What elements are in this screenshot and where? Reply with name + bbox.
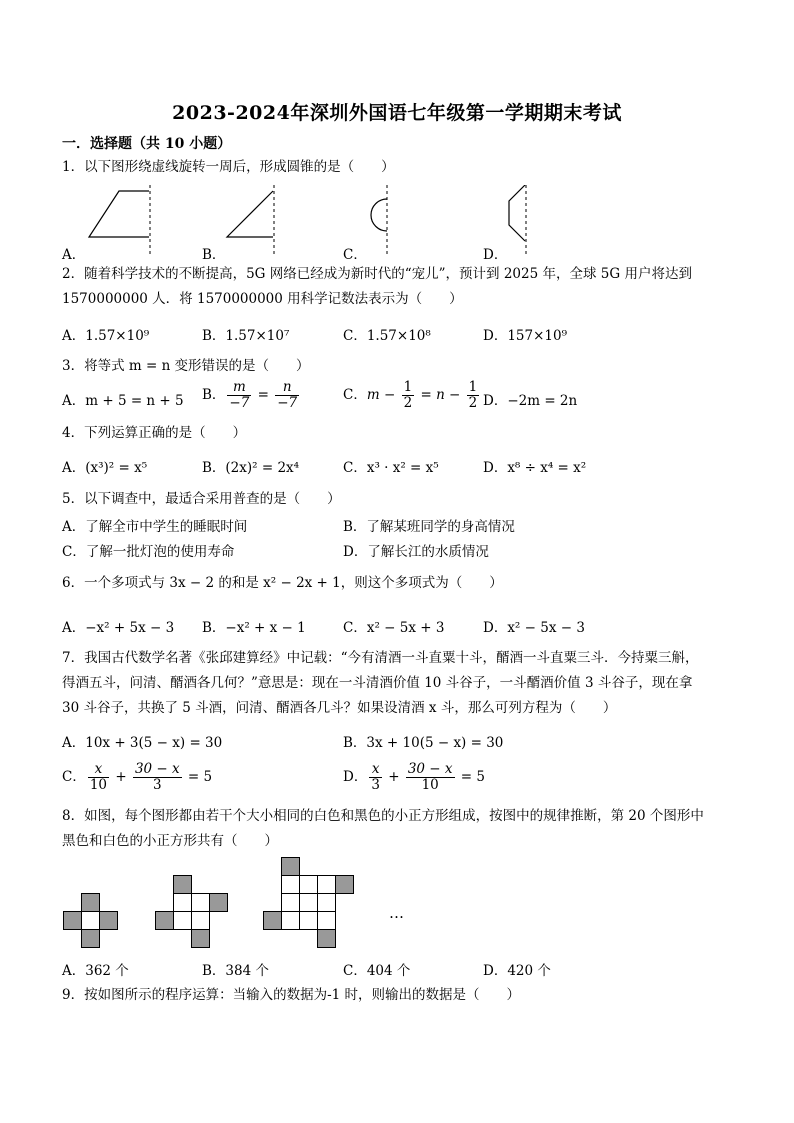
q2-option-b[interactable]: B．1.57×10⁷ — [202, 328, 290, 344]
q7-option-c[interactable]: C． $\frac{x}{10}$ + $\frac{30 - x}{3}$ = 5 — [62, 761, 213, 793]
q8-option-b[interactable]: B．384 个 — [202, 963, 269, 979]
q1-option-a[interactable]: A． — [62, 247, 86, 263]
q8-option-a[interactable]: A．362 个 — [62, 963, 129, 979]
pattern-figure-1 — [63, 893, 119, 949]
q1-option-d[interactable]: D． — [483, 247, 508, 263]
page-title: 2023-2024年深圳外国语七年级第一学期期末考试 — [172, 102, 622, 124]
question-7-line-1: 7．我国古代数学名著《张邱建算经》中记载：“今有清酒一斗直粟十斗，醑酒一斗直粟三斗．今持粟三斛， — [62, 650, 699, 666]
question-6: 6．一个多项式与 3x − 2 的和是 x² − 2x + 1，则这个多项式为（ ） — [62, 575, 503, 591]
q2-option-c[interactable]: C．1.57×10⁸ — [343, 328, 431, 344]
q2-option-d[interactable]: D．157×10⁹ — [483, 328, 567, 344]
question-2-line-1: 2．随着科学技术的不断提高，5G 网络已经成为新时代的“宠儿”，预计到 2025 年，全球 5G 用户将达到 — [62, 266, 692, 282]
pattern-figure-2 — [155, 875, 231, 951]
q7-option-a[interactable]: A．10x + 3(5 − x) = 30 — [62, 735, 223, 751]
q7-option-b[interactable]: B．3x + 10(5 − x) = 30 — [343, 735, 504, 751]
q1-option-b[interactable]: B． — [202, 247, 226, 263]
question-7-line-3: 30 斗谷子，共换了 5 斗酒，问清、醑酒各几斗？如果设清酒 x 斗，那么可列方程为（ ） — [62, 700, 617, 716]
section-heading: 一．选择题（共 10 小题） — [62, 136, 232, 152]
q5-option-c[interactable]: C．了解一批灯泡的使用寿命 — [62, 544, 235, 560]
question-4: 4．下列运算正确的是（ ） — [62, 425, 247, 441]
question-3: 3．将等式 m = n 变形错误的是（ ） — [62, 358, 310, 374]
q4-option-c[interactable]: C．x³ · x² = x⁵ — [343, 460, 439, 476]
q5-option-b[interactable]: B．了解某班同学的身高情况 — [343, 519, 515, 535]
q4-option-d[interactable]: D．x⁸ ÷ x⁴ = x² — [483, 460, 587, 476]
question-2-line-2: 1570000000 人．将 1570000000 用科学记数法表示为（ ） — [62, 291, 463, 307]
question-7-line-2: 得酒五斗，问清、醑酒各几何？”意思是：现在一斗清酒价值 10 斗谷子，一斗醑酒价值 3 斗谷子，现在拿 — [62, 675, 693, 691]
question-1: 1．以下图形绕虚线旋转一周后，形成圆锥的是（ ） — [62, 159, 395, 175]
pattern-ellipsis: … — [389, 904, 404, 922]
q8-option-d[interactable]: D．420 个 — [483, 963, 551, 979]
q4-option-b[interactable]: B．(2x)² = 2x⁴ — [202, 460, 300, 476]
figure-right-triangle — [225, 185, 305, 257]
q6-option-a[interactable]: A．−x² + 5x − 3 — [62, 620, 175, 636]
q7-option-d[interactable]: D． $\frac{x}{3}$ + $\frac{30 - x}{10}$ = 5 — [343, 761, 485, 793]
question-5: 5．以下调查中，最适合采用普查的是（ ） — [62, 491, 341, 507]
pattern-figure-3 — [263, 857, 359, 951]
q3-option-b[interactable]: B． $\frac{m}{-7}$ = $\frac{n}{-7}$ — [202, 379, 298, 411]
q5-option-a[interactable]: A．了解全市中学生的睡眠时间 — [62, 519, 248, 535]
q2-option-a[interactable]: A．1.57×10⁹ — [62, 328, 150, 344]
question-8-line-2: 黑色和白色的小正方形共有（ ） — [62, 833, 278, 849]
question-9: 9．按如图所示的程序运算：当输入的数据为-1 时，则输出的数据是（ ） — [62, 987, 521, 1003]
q6-option-d[interactable]: D．x² − 5x − 3 — [483, 620, 585, 636]
q3-option-a[interactable]: A．m + 5 = n + 5 — [62, 393, 184, 409]
question-8-line-1: 8．如图，每个图形都由若干个大小相同的白色和黑色的小正方形组成，按图中的规律推断，第 20 个图形中 — [62, 808, 704, 824]
figure-trapezoid — [85, 185, 165, 257]
q5-option-d[interactable]: D．了解长江的水质情况 — [343, 544, 489, 560]
q1-option-c[interactable]: C． — [343, 247, 367, 263]
q3-option-d[interactable]: D．−2m = 2n — [483, 393, 578, 409]
q8-option-c[interactable]: C．404 个 — [343, 963, 411, 979]
q3-option-c[interactable]: C．m − $\frac{1}{2}$ = n − $\frac{1}{2}$ — [343, 379, 478, 411]
q4-option-a[interactable]: A．(x³)² = x⁵ — [62, 460, 148, 476]
q6-option-b[interactable]: B．−x² + x − 1 — [202, 620, 306, 636]
q6-option-c[interactable]: C．x² − 5x + 3 — [343, 620, 445, 636]
